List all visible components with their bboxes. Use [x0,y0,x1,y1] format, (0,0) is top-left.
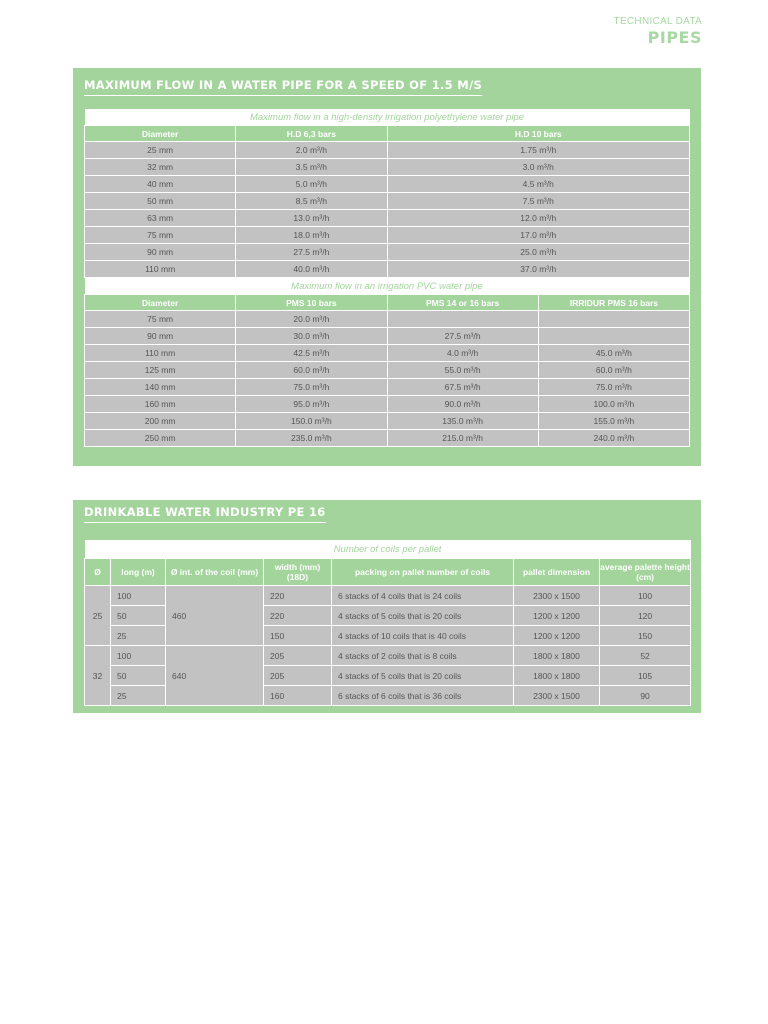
pe-cell: 110 mm [85,261,236,278]
pvc-cell: 30.0 m³/h [236,328,387,345]
pe-column-header: Diameter [85,126,236,142]
pallet-dimension-cell: 1200 x 1200 [514,626,600,646]
packing-cell: 4 stacks of 5 coils that is 20 coils [332,606,514,626]
table-row [85,193,690,210]
pvc-cell: 75.0 m³/h [538,379,689,396]
long-cell: 25 [111,626,166,646]
pvc-column-header: Diameter [85,295,236,311]
table-row [85,328,690,345]
table-row [85,430,690,447]
pe-cell: 25 mm [85,142,236,159]
coils-caption: Number of coils per pallet [85,540,691,559]
coils-column-header: Ø int. of the coil (mm) [166,559,264,586]
pvc-cell: 20.0 m³/h [236,311,387,328]
table-row [85,379,690,396]
pvc-cell: 100.0 m³/h [538,396,689,413]
palette-height-cell: 100 [600,586,691,606]
pe-cell: 7.5 m³/h [387,193,690,210]
pvc-cell [387,311,538,328]
pvc-cell: 215.0 m³/h [387,430,538,447]
pvc-cell: 42.5 m³/h [236,345,387,362]
pe-column-header: H.D 6,3 bars [236,126,387,142]
pe-cell: 40 mm [85,176,236,193]
pvc-cell: 45.0 m³/h [538,345,689,362]
pvc-column-header: PMS 10 bars [236,295,387,311]
pvc-caption-row [85,278,690,295]
pvc-cell: 67.5 m³/h [387,379,538,396]
pvc-cell: 55.0 m³/h [387,362,538,379]
pe-cell: 18.0 m³/h [236,227,387,244]
pe-cell: 63 mm [85,210,236,227]
pvc-cell: 140 mm [85,379,236,396]
coil-int-cell: 640 [166,646,264,706]
table-row [85,413,690,430]
table-row [85,227,690,244]
coils-column-header: pallet dimension [514,559,600,586]
pvc-cell: 95.0 m³/h [236,396,387,413]
pe-cell: 8.5 m³/h [236,193,387,210]
pvc-header-row [85,295,690,311]
pe-cell: 3.5 m³/h [236,159,387,176]
width-cell: 205 [264,666,332,686]
pe-column-header: H.D 10 bars [387,126,690,142]
pallet-dimension-cell: 1200 x 1200 [514,606,600,626]
pe-cell: 32 mm [85,159,236,176]
pvc-cell: 150.0 m³/h [236,413,387,430]
table-row [85,159,690,176]
pvc-cell: 60.0 m³/h [538,362,689,379]
pvc-cell: 250 mm [85,430,236,447]
pvc-cell: 200 mm [85,413,236,430]
pvc-cell: 235.0 m³/h [236,430,387,447]
pvc-cell: 160 mm [85,396,236,413]
pe-cell: 75 mm [85,227,236,244]
table-row [85,142,690,159]
pvc-cell [538,328,689,345]
pvc-cell: 27.5 m³/h [387,328,538,345]
coils-column-header: average palette height (cm) [600,559,691,586]
header-subtitle: TECHNICAL DATA [613,16,702,27]
long-cell: 100 [111,586,166,606]
table-row [85,646,691,666]
max-flow-title: MAXIMUM FLOW IN A WATER PIPE FOR A SPEED OF 1.5 M/S [84,78,482,96]
table-row [85,244,690,261]
coils-header-row [85,559,691,586]
coils-table [84,540,691,706]
pe-cell: 13.0 m³/h [236,210,387,227]
pe-cell: 2.0 m³/h [236,142,387,159]
palette-height-cell: 150 [600,626,691,646]
pe-cell: 5.0 m³/h [236,176,387,193]
pvc-cell: 90.0 m³/h [387,396,538,413]
table-row [85,362,690,379]
pvc-cell: 155.0 m³/h [538,413,689,430]
palette-height-cell: 52 [600,646,691,666]
pe-caption-row [85,109,690,126]
pallet-dimension-cell: 1800 x 1800 [514,666,600,686]
pvc-cell: 60.0 m³/h [236,362,387,379]
pe-cell: 3.0 m³/h [387,159,690,176]
palette-height-cell: 90 [600,686,691,706]
table-row [85,176,690,193]
packing-cell: 6 stacks of 6 coils that is 36 coils [332,686,514,706]
palette-height-cell: 120 [600,606,691,626]
pallet-dimension-cell: 2300 x 1500 [514,586,600,606]
pvc-cell: 75 mm [85,311,236,328]
palette-height-cell: 105 [600,666,691,686]
packing-cell: 6 stacks of 4 coils that is 24 coils [332,586,514,606]
pe-cell: 27.5 m³/h [236,244,387,261]
coils-column-header: long (m) [111,559,166,586]
pe-cell: 17.0 m³/h [387,227,690,244]
pvc-column-header: PMS 14 or 16 bars [387,295,538,311]
drinkable-water-title: DRINKABLE WATER INDUSTRY PE 16 [84,505,326,523]
long-cell: 25 [111,686,166,706]
pe-cell: 50 mm [85,193,236,210]
pe-header-row [85,126,690,142]
table-row [85,396,690,413]
coils-caption-row [85,540,691,559]
pe-cell: 12.0 m³/h [387,210,690,227]
pvc-column-header: IRRIDUR PMS 16 bars [538,295,689,311]
width-cell: 220 [264,606,332,626]
width-cell: 150 [264,626,332,646]
pvc-caption: Maximum flow in an irrigation PVC water pipe [85,278,690,295]
pe-caption: Maximum flow in a high-density irrigation polyethylene water pipe [85,109,690,126]
long-cell: 50 [111,606,166,626]
packing-cell: 4 stacks of 10 coils that is 40 coils [332,626,514,646]
packing-cell: 4 stacks of 5 coils that is 20 coils [332,666,514,686]
pe-cell: 1.75 m³/h [387,142,690,159]
table-row [85,311,690,328]
diameter-cell: 32 [85,646,111,706]
pvc-cell: 75.0 m³/h [236,379,387,396]
diameter-cell: 25 [85,586,111,646]
long-cell: 100 [111,646,166,666]
coils-column-header: Ø [85,559,111,586]
pallet-dimension-cell: 2300 x 1500 [514,686,600,706]
pvc-cell: 125 mm [85,362,236,379]
table-row [85,210,690,227]
coil-int-cell: 460 [166,586,264,646]
long-cell: 50 [111,666,166,686]
pvc-cell: 4.0 m³/h [387,345,538,362]
pe-cell: 25.0 m³/h [387,244,690,261]
pvc-cell: 110 mm [85,345,236,362]
width-cell: 220 [264,586,332,606]
table-row [85,261,690,278]
table-row [85,586,691,606]
width-cell: 205 [264,646,332,666]
pvc-cell: 90 mm [85,328,236,345]
page-header [614,16,702,47]
coils-column-header: packing on pallet number of coils [332,559,514,586]
drinkable-water-panel [73,500,701,713]
max-flow-table [84,109,690,447]
pvc-cell: 135.0 m³/h [387,413,538,430]
pvc-cell: 240.0 m³/h [538,430,689,447]
pe-cell: 40.0 m³/h [236,261,387,278]
pe-cell: 4.5 m³/h [387,176,690,193]
pe-cell: 37.0 m³/h [387,261,690,278]
max-flow-panel [73,68,701,466]
pe-cell: 90 mm [85,244,236,261]
table-row [85,345,690,362]
pvc-cell [538,311,689,328]
width-cell: 160 [264,686,332,706]
header-title: PIPES [647,28,702,47]
coils-column-header: width (mm) (18D) [264,559,332,586]
packing-cell: 4 stacks of 2 coils that is 8 coils [332,646,514,666]
pallet-dimension-cell: 1800 x 1800 [514,646,600,666]
